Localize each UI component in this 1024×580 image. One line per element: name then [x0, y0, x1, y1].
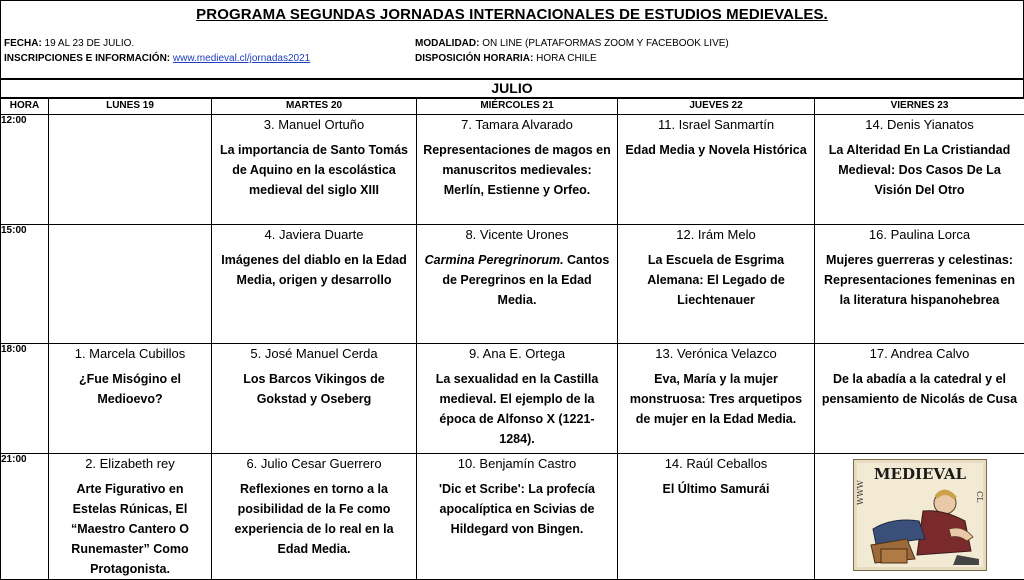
session-cell: [212, 225, 417, 344]
logo-cell: [815, 454, 1024, 580]
talk-title: La Escuela de Esgrima Alemana: El Legado de Liechtenauer: [624, 250, 808, 310]
col-hora: HORA: [1, 99, 49, 115]
hora-cell: 12:00: [1, 115, 49, 225]
talk-title: [423, 250, 611, 310]
talk-title-rest: Cantos de Peregrinos en la Edad Media.: [442, 253, 609, 307]
speaker-name: 11. Israel Sanmartín: [618, 116, 814, 133]
logo-side-left: WWW: [856, 480, 865, 505]
session-cell: [49, 454, 212, 580]
speaker-name: 7. Tamara Alvarado: [417, 116, 617, 133]
session-cell: [212, 344, 417, 454]
session-cell: [618, 115, 815, 225]
session-cell: [417, 454, 618, 580]
session-cell: [49, 115, 212, 225]
session-cell: [815, 225, 1024, 344]
col-jueves: JUEVES 22: [618, 99, 815, 115]
modalidad-label: MODALIDAD:: [415, 38, 479, 49]
speaker-name: 4. Javiera Duarte: [212, 226, 416, 243]
session-cell: [815, 344, 1024, 454]
hora-cell: 18:00: [1, 344, 49, 454]
session-cell: [618, 454, 815, 580]
talk-title: La sexualidad en la Castilla medieval. El ejemplo de la época de Alfonso X (1221-1284).: [423, 369, 611, 449]
logo-title: MEDIEVAL: [873, 465, 966, 483]
session-cell: [212, 115, 417, 225]
fecha-value: 19 AL 23 DE JULIO.: [42, 38, 134, 49]
speaker-name: 2. Elizabeth rey: [49, 455, 211, 472]
medieval-logo-image: [853, 459, 987, 571]
talk-title: Reflexiones en torno a la posibilidad de la Fe como experiencia de lo real en la Edad Media.: [218, 479, 410, 559]
talk-title: Edad Media y Novela Histórica: [624, 140, 808, 160]
schedule-table: [0, 98, 1024, 580]
session-cell: [618, 344, 815, 454]
hora-cell: 21:00: [1, 454, 49, 580]
speaker-name: 9. Ana E. Ortega: [417, 345, 617, 362]
session-cell: [212, 454, 417, 580]
table-row: [1, 225, 1024, 344]
talk-title-italic: Carmina Peregrinorum.: [425, 253, 564, 267]
session-cell: [417, 115, 618, 225]
talk-title: Eva, María y la mujer monstruosa: Tres arquetipos de mujer en la Edad Media.: [624, 369, 808, 429]
table-row: [1, 115, 1024, 225]
talk-title: Representaciones de magos en manuscritos medievales: Merlín, Estienne y Orfeo.: [423, 140, 611, 200]
month-header: JULIO: [0, 79, 1024, 98]
page-title: PROGRAMA SEGUNDAS JORNADAS INTERNACIONALES DE ESTUDIOS MEDIEVALES.: [0, 6, 1024, 23]
talk-title: Arte Figurativo en Estelas Rúnicas, El “Maestro Cantero O Runemaster” Como Protagonista.: [55, 479, 205, 579]
disposicion-label: DISPOSICIÓN HORARIA:: [415, 53, 533, 64]
talk-title: La importancia de Santo Tomás de Aquino en la escolástica medieval del siglo XIII: [218, 140, 410, 200]
col-martes: MARTES 20: [212, 99, 417, 115]
inscripciones-label: INSCRIPCIONES E INFORMACIÓN:: [4, 53, 170, 64]
header-frame: [0, 0, 1024, 79]
hora-cell: 15:00: [1, 225, 49, 344]
speaker-name: 3. Manuel Ortuño: [212, 116, 416, 133]
speaker-name: 1. Marcela Cubillos: [49, 345, 211, 362]
talk-title: Mujeres guerreras y celestinas: Representaciones femeninas en la literatura hispanohebrea: [821, 250, 1018, 310]
disposicion-value: HORA CHILE: [533, 53, 596, 64]
table-row: [1, 344, 1024, 454]
table-row: [1, 454, 1024, 580]
talk-title: El Último Samurái: [624, 479, 808, 499]
session-cell: [417, 225, 618, 344]
speaker-name: 16. Paulina Lorca: [815, 226, 1024, 243]
col-miercoles: MIÉRCOLES 21: [417, 99, 618, 115]
speaker-name: 13. Verónica Velazco: [618, 345, 814, 362]
col-viernes: VIERNES 23: [815, 99, 1024, 115]
speaker-name: 8. Vicente Urones: [417, 226, 617, 243]
speaker-name: 14. Denis Yianatos: [815, 116, 1024, 133]
col-lunes: LUNES 19: [49, 99, 212, 115]
session-cell: [417, 344, 618, 454]
speaker-name: 14. Raúl Ceballos: [618, 455, 814, 472]
talk-title: Los Barcos Vikingos de Gokstad y Oseberg: [218, 369, 410, 409]
speaker-name: 17. Andrea Calvo: [815, 345, 1024, 362]
session-cell: [815, 115, 1024, 225]
session-cell: [49, 225, 212, 344]
session-cell: [618, 225, 815, 344]
talk-title: Imágenes del diablo en la Edad Media, origen y desarrollo: [218, 250, 410, 290]
column-header-row: [1, 99, 1024, 115]
speaker-name: 6. Julio Cesar Guerrero: [212, 455, 416, 472]
logo-side-right: CL: [975, 491, 984, 503]
fecha-label: FECHA:: [4, 38, 42, 49]
speaker-name: 5. José Manuel Cerda: [212, 345, 416, 362]
talk-title: 'Dic et Scribe': La profecía apocalíptica en Scivias de Hildegard von Bingen.: [423, 479, 611, 539]
speaker-name: 10. Benjamín Castro: [417, 455, 617, 472]
talk-title: La Alteridad En La Cristiandad Medieval: Dos Casos De La Visión Del Otro: [821, 140, 1018, 200]
session-cell: [49, 344, 212, 454]
modalidad-value: ON LINE (PLATAFORMAS ZOOM Y FACEBOOK LIVE): [479, 38, 728, 49]
speaker-name: 12. Irám Melo: [618, 226, 814, 243]
talk-title: ¿Fue Misógino el Medioevo?: [55, 369, 205, 409]
inscripciones-link[interactable]: www.medieval.cl/jornadas2021: [173, 53, 310, 64]
talk-title: De la abadía a la catedral y el pensamiento de Nicolás de Cusa: [821, 369, 1018, 409]
